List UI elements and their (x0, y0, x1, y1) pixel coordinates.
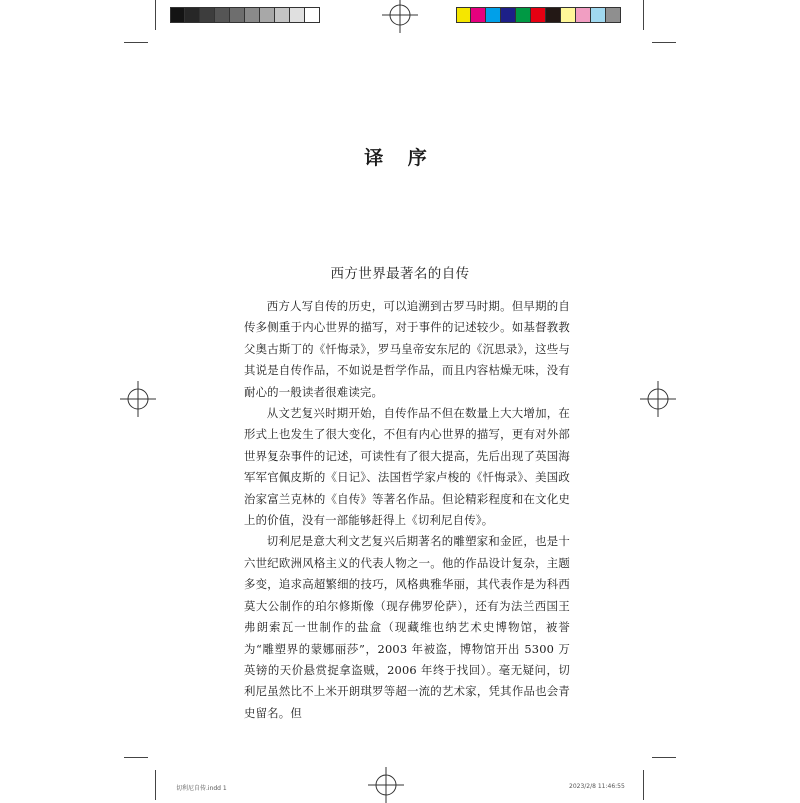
color-swatch (260, 7, 275, 23)
color-swatch (185, 7, 200, 23)
color-swatch (230, 7, 245, 23)
color-swatch (606, 7, 621, 23)
paragraph: 切利尼是意大利文艺复兴后期著名的雕塑家和金匠，也是十六世纪欧洲风格主义的代表人物之一。他的作品设计复杂，主题多变，追求高超繁细的技巧，风格典雅华丽，其代表作是为科西莫大公制作的珀尔修斯像（现存佛罗伦萨），还有为法兰西国王弗朗索瓦一世制作的盐盒（现藏维也纳艺术史博物馆，被誉为“雕塑界的蒙娜丽莎”，2003 年被盗，博物馆开出 5300 万英镑的天价悬赏捉拿盗贼，2006 年终于找回）。毫无疑问，切利尼虽然比不上米开朗琪罗等超一流的艺术家，凭其作品也会青史留名。但 (244, 534, 570, 720)
color-swatch (200, 7, 215, 23)
color-swatch (275, 7, 290, 23)
page-title: 译 序 (364, 147, 436, 169)
crop-mark (652, 42, 676, 43)
crop-mark (155, 0, 156, 30)
paragraph: 西方人写自传的历史，可以追溯到古罗马时期。但早期的自传多侧重于内心世界的描写，对于事件的记述较少。如基督教教父奥古斯丁的《忏悔录》，罗马皇帝安东尼的《沉思录》，这些与其说是自传作品，不如说是哲学作品，而且内容枯燥无味，没有耐心的一般读者很难读完。 (244, 299, 570, 399)
color-swatch (471, 7, 486, 23)
color-swatch (486, 7, 501, 23)
crop-mark (643, 770, 644, 800)
body-text (244, 296, 570, 724)
color-swatch (170, 7, 185, 23)
color-swatch (531, 7, 546, 23)
color-bar (456, 7, 621, 23)
crop-mark (643, 0, 644, 30)
color-swatch (501, 7, 516, 23)
color-swatch (290, 7, 305, 23)
color-swatch (245, 7, 260, 23)
color-swatch (516, 7, 531, 23)
grayscale-bar (170, 7, 320, 23)
color-swatch (546, 7, 561, 23)
color-swatch (305, 7, 320, 23)
color-swatch (215, 7, 230, 23)
slug-filename: 切利尼自传.indd 1 (176, 785, 227, 792)
registration-mark-right (640, 381, 676, 417)
color-swatch (456, 7, 471, 23)
registration-mark-left (120, 381, 156, 417)
color-swatch (561, 7, 576, 23)
crop-mark (652, 757, 676, 758)
crop-mark (124, 757, 148, 758)
paragraph: 从文艺复兴时期开始，自传作品不但在数量上大大增加，在形式上也发生了很大变化，不但有内心世界的描写，更有对外部世界复杂事件的记述，可读性有了很大提高，先后出现了英国海军军官佩皮斯的《日记》、法国哲学家卢梭的《忏悔录》、美国政治家富兰克林的《自传》等著名作品。但论精彩程度和在文化史上的价值，没有一部能够赶得上《切利尼自传》。 (244, 406, 570, 528)
slug-timestamp: 2023/2/8 11:46:55 (569, 783, 625, 790)
section-subtitle: 西方世界最著名的自传 (330, 266, 470, 282)
registration-mark-top (382, 0, 418, 33)
registration-mark-bottom (368, 767, 404, 803)
color-swatch (576, 7, 591, 23)
crop-mark (124, 42, 148, 43)
crop-mark (155, 770, 156, 800)
color-swatch (591, 7, 606, 23)
